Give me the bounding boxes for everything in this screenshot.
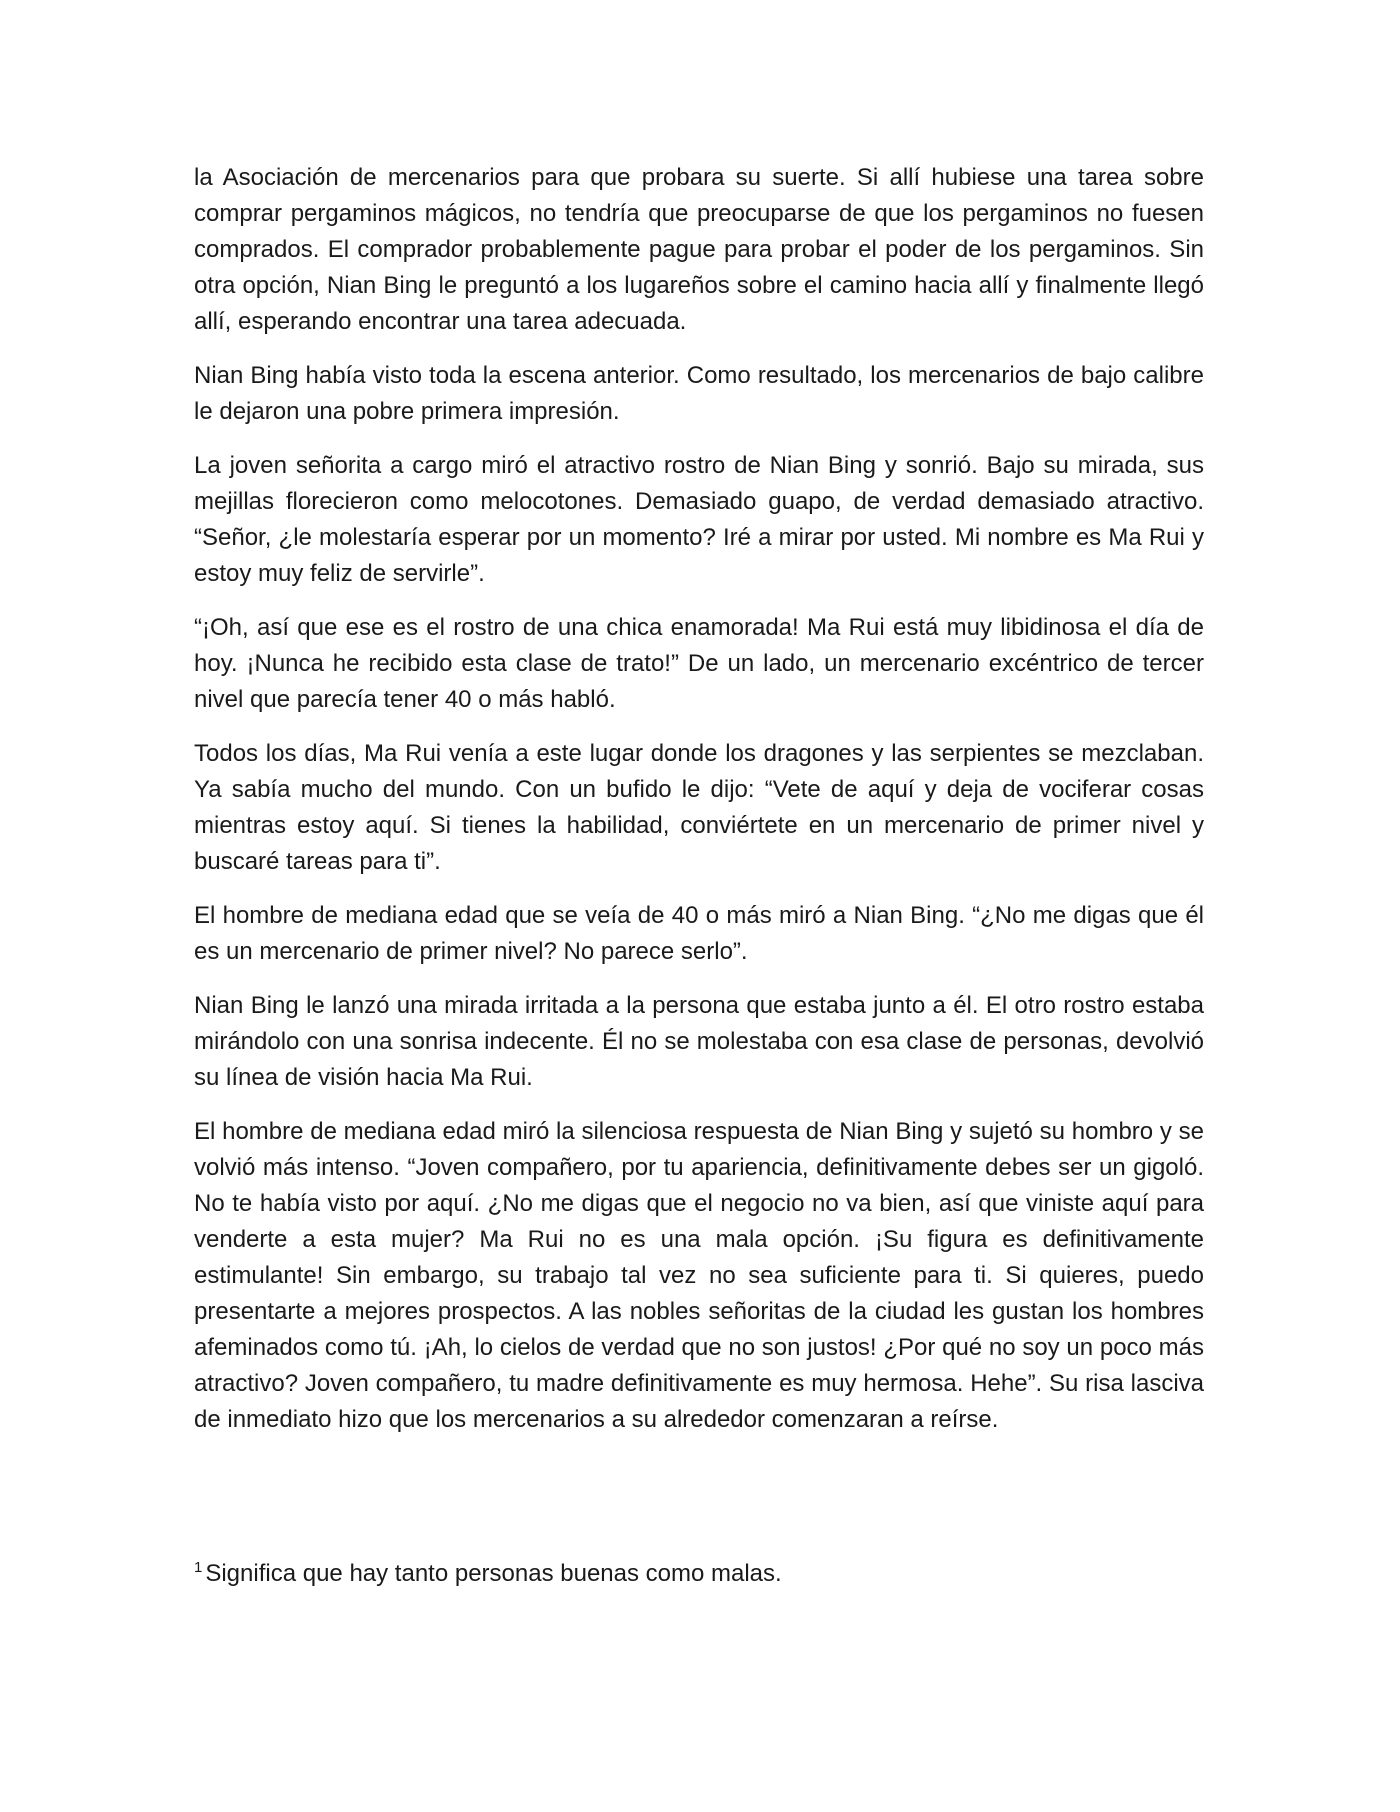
paragraph-2: Nian Bing había visto toda la escena anterior. Como resultado, los mercenarios de bajo calibre le dejaron una pobre primera impresión. <box>194 362 1204 425</box>
paragraph-8: El hombre de mediana edad miró la silenciosa respuesta de Nian Bing y sujetó su hombro y se volvió más intenso. “Joven compañero, por tu apariencia, definitivamente debes ser un gigoló. No te había visto por aquí. ¿No me digas que el negocio no va bien, así que viniste aquí para venderte a esta mujer? Ma Rui no es una mala opción. ¡Su figura es definitivamente estimulante! Sin embargo, su trabajo tal vez no sea suficiente para ti. Si quieres, puedo presentarte a mejores prospectos. A las nobles señoritas de la ciudad les gustan los hombres afeminados como tú. ¡Ah, lo cielos de verdad que no son justos! ¿Por qué no soy un poco más atractivo? Joven compañero, tu madre definitivamente es muy hermosa. Hehe”. Su risa lasciva de inmediato hizo que los mercenarios a su alrededor comenzaran a reírse. <box>194 1118 1204 1433</box>
footnote-marker: 1 <box>194 1559 203 1576</box>
paragraph-4: “¡Oh, así que ese es el rostro de una chica enamorada! Ma Rui está muy libidinosa el día de hoy. ¡Nunca he recibido esta clase de trato!” De un lado, un mercenario excéntrico de tercer nivel que parecía tener 40 o más habló. <box>194 614 1204 713</box>
paragraph-5: Todos los días, Ma Rui venía a este lugar donde los dragones y las serpientes se mezclaban. Ya sabía mucho del mundo. Con un bufido le dijo: “Vete de aquí y deja de vociferar cosas mientras estoy aquí. Si tienes la habilidad, conviértete en un mercenario de primer nivel y buscaré tareas para ti”. <box>194 740 1204 875</box>
paragraph-6: El hombre de mediana edad que se veía de 40 o más miró a Nian Bing. “¿No me digas que él es un mercenario de primer nivel? No parece serlo”. <box>194 902 1204 965</box>
footnote-text: Significa que hay tanto personas buenas como malas. <box>205 1560 782 1587</box>
body-text <box>194 160 1204 1456</box>
paragraph-7: Nian Bing le lanzó una mirada irritada a la persona que estaba junto a él. El otro rostro estaba mirándolo con una sonrisa indecente. Él no se molestaba con esa clase de personas, devolvió su línea de visión hacia Ma Rui. <box>194 992 1204 1091</box>
paragraph-3: La joven señorita a cargo miró el atractivo rostro de Nian Bing y sonrió. Bajo su mirada, sus mejillas florecieron como melocotones. Demasiado guapo, de verdad demasiado atractivo. “Señor, ¿le molestaría esperar por un momento? Iré a mirar por usted. Mi nombre es Ma Rui y estoy muy feliz de servirle”. <box>194 452 1204 587</box>
paragraph-1: la Asociación de mercenarios para que probara su suerte. Si allí hubiese una tarea sobre comprar pergaminos mágicos, no tendría que preocuparse de que los pergaminos no fuesen comprados. El comprador probablemente pague para probar el poder de los pergaminos. Sin otra opción, Nian Bing le preguntó a los lugareños sobre el camino hacia allí y finalmente llegó allí, esperando encontrar una tarea adecuada. <box>194 164 1204 335</box>
footnote <box>194 1556 1204 1592</box>
